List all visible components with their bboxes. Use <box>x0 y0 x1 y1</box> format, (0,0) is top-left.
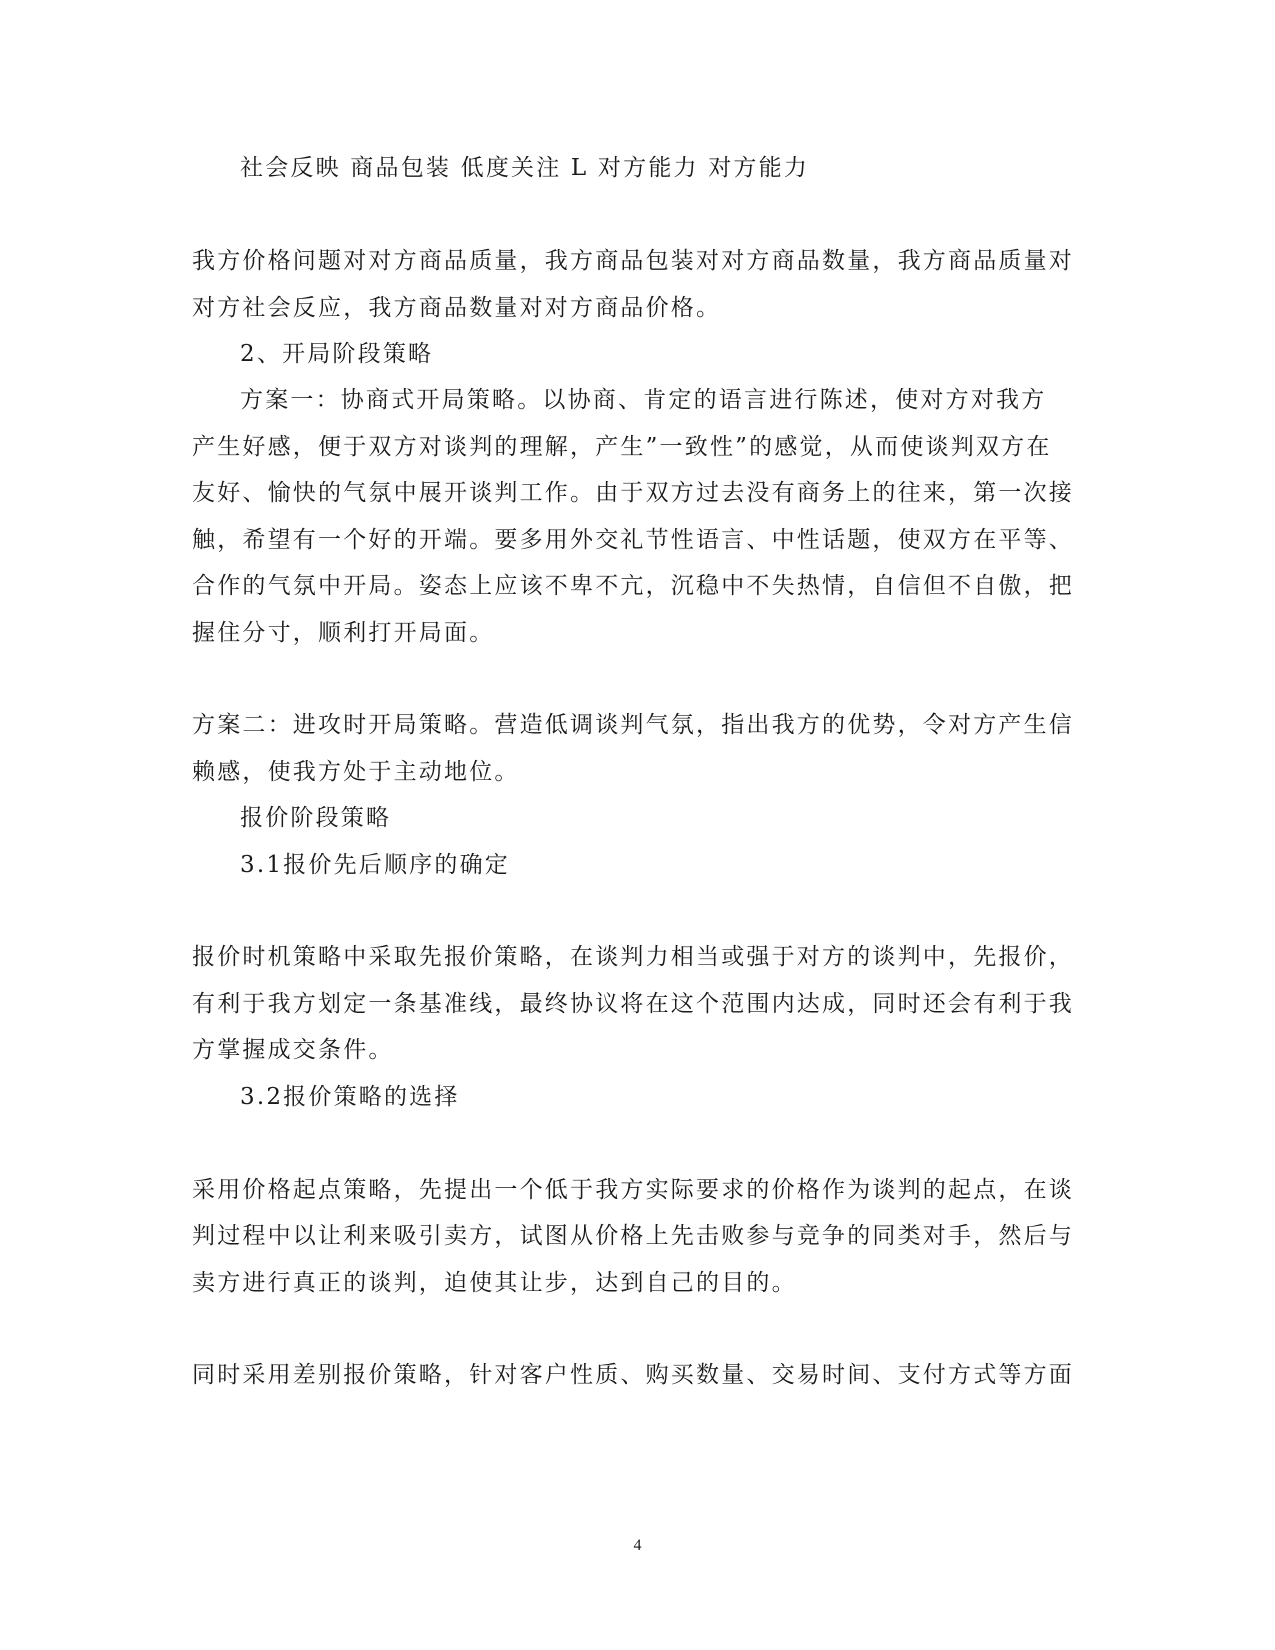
subsection-heading: 3.2报价策略的选择 <box>240 1084 460 1110</box>
paragraph-line: 对方社会反应，我方商品数量对对方商品价格。 <box>192 295 722 321</box>
paragraph-line: 产生好感，便于双方对谈判的理解，产生”一致性”的感觉，从而使谈判双方在 <box>192 434 1052 460</box>
paragraph-line: 报价时机策略中采取先报价策略，在谈判力相当或强于对方的谈判中，先报价， <box>192 944 1074 970</box>
subsection-heading: 3.1报价先后顺序的确定 <box>240 852 510 878</box>
paragraph-line: 卖方进行真正的谈判，迫使其让步，达到自己的目的。 <box>192 1270 797 1296</box>
paragraph-line: 合作的气氛中开局。姿态上应该不卑不亢，沉稳中不失热情，自信但不自傲，把 <box>192 573 1074 599</box>
paragraph-line: 方掌握成交条件。 <box>192 1037 394 1063</box>
paragraph-line: 握住分寸，顺利打开局面。 <box>192 620 495 646</box>
paragraph-line: 有利于我方划定一条基准线，最终协议将在这个范围内达成，同时还会有利于我 <box>192 991 1074 1017</box>
paragraph-line: 我方价格问题对对方商品质量，我方商品包装对对方商品数量，我方商品质量对 <box>192 248 1074 274</box>
paragraph-line: 判过程中以让利来吸引卖方，试图从价格上先击败参与竞争的同类对手，然后与 <box>192 1223 1074 1249</box>
paragraph-line: 友好、愉快的气氛中展开谈判工作。由于双方过去没有商务上的往来，第一次接 <box>192 480 1074 506</box>
paragraph-line: 赖感，使我方处于主动地位。 <box>192 759 520 785</box>
page-number: 4 <box>633 1537 642 1554</box>
section-heading: 报价阶段策略 <box>240 805 392 831</box>
paragraph-line: 同时采用差别报价策略，针对客户性质、购买数量、交易时间、支付方式等方面 <box>192 1362 1074 1388</box>
paragraph-line: 方案二：进攻时开局策略。营造低调谈判气氛，指出我方的优势，令对方产生信 <box>192 712 1074 738</box>
paragraph-line: 方案一：协商式开局策略。以协商、肯定的语言进行陈述，使对方对我方 <box>240 387 1047 413</box>
section-heading: 2、开局阶段策略 <box>240 341 434 367</box>
table-fragment-row: 社会反映 商品包装 低度关注 L 对方能力 对方能力 <box>240 155 810 181</box>
paragraph-line: 采用价格起点策略，先提出一个低于我方实际要求的价格作为谈判的起点，在谈 <box>192 1177 1074 1203</box>
paragraph-line: 触，希望有一个好的开端。要多用外交礼节性语言、中性话题，使双方在平等、 <box>192 527 1074 553</box>
